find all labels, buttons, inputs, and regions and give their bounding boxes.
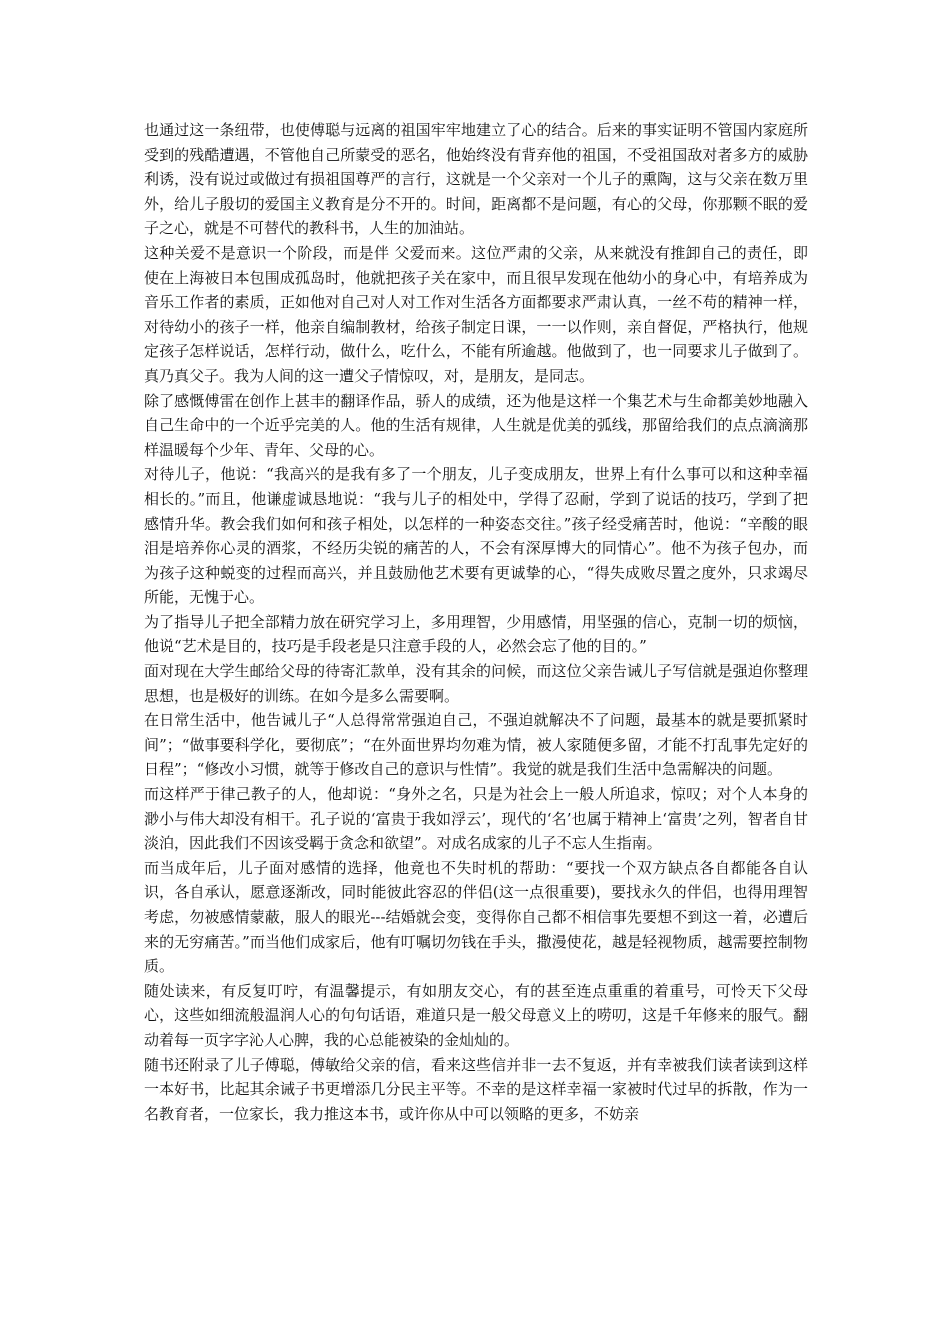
paragraph: 而这样严于律己教子的人，他却说：“身外之名，只是为社会上一般人所追求，惊叹；对个人本身的渺小与伟大却没有相干。孔子说的‘富贵于我如浮云’，现代的‘名’也属于精神上‘富贵’之列，智者自甘淡泊，因此我们不因该受羁于贪念和欲望”。对成名成家的儿子不忘人生指南。 — [144, 785, 808, 853]
paragraph: 在日常生活中，他告诫儿子“人总得常常强迫自己，不强迫就解决不了问题，最基本的就是要抓紧时间”；“做事要科学化，要彻底”；“在外面世界均勿难为情，被人家随便多留，才能不打乱事先定好的日程”；“修改小习惯，就等于修改自己的意识与性情”。我觉的就是我们生活中急需解决的问题。 — [144, 711, 808, 779]
paragraph: 随处读来，有反复叮咛，有温馨提示，有如朋友交心，有的甚至连点重重的着重号，可怜天下父母心，这些如细流般温润人心的句句话语，难道只是一般父母意义上的唠叨，这是千年修来的服气。翻动着每一页字字沁人心脾，我的心总能被染的金灿灿的。 — [144, 981, 808, 1049]
paragraph: 随书还附录了儿子傅聪，傅敏给父亲的信，看来这些信并非一去不复返，并有幸被我们读者读到这样一本好书，比起其余诫子书更增添几分民主平等。不幸的是这样幸福一家被时代过早的拆散，作为一名教育者，一位家长，我力推这本书，或许你从中可以领略的更多，不妨亲 — [144, 1055, 808, 1123]
paragraph: 也通过这一条纽带，也使傅聪与远离的祖国牢牢地建立了心的结合。后来的事实证明不管国内家庭所受到的残酷遭遇，不管他自己所蒙受的恶名，他始终没有背弃他的祖国，不受祖国敌对者多方的威胁利诱，没有说过或做过有损祖国尊严的言行，这就是一个父亲对一个儿子的熏陶，这与父亲在数万里外，给儿子殷切的爱国主义教育是分不开的。时间，距离都不是问题，有心的父母，你那颗不眠的爱子之心，就是不可替代的教科书，人生的加油站。 — [144, 121, 808, 238]
paragraph: 对待儿子，他说：“我高兴的是我有多了一个朋友，儿子变成朋友，世界上有什么事可以和这种幸福相长的。”而且，他谦虚诚恳地说：“我与儿子的相处中，学得了忍耐，学到了说话的技巧，学到了把感情升华。教会我们如何和孩子相处，以怎样的一种姿态交往。”孩子经受痛苦时，他说：“辛酸的眼泪是培养你心灵的酒浆，不经历尖锐的痛苦的人，不会有深厚博大的同情心”。他不为孩子包办，而为孩子这种蜕变的过程而高兴，并且鼓励他艺术要有更诚挚的心，“得失成败尽置之度外，只求竭尽所能，无愧于心。 — [144, 465, 808, 607]
paragraph: 面对现在大学生邮给父母的待寄汇款单，没有其余的问候，而这位父亲告诫儿子写信就是强迫你整理思想，也是极好的训练。在如今是多么需要啊。 — [144, 662, 808, 705]
document-body — [144, 118, 808, 1126]
paragraph: 而当成年后，儿子面对感情的选择，他竟也不失时机的帮助：“要找一个双方缺点各自都能各自认识，各自承认，愿意逐渐改，同时能彼此容忍的伴侣(这一点很重要)，要找永久的伴侣，也得用理智考虑，勿被感情蒙蔽，服人的眼光---结婚就会变，变得你自己都不相信事先要想不到这一着，必遭后来的无穷痛苦。”而当他们成家后，他有叮嘱切勿钱在手头，撒漫使花，越是轻视物质，越需要控制物质。 — [144, 858, 808, 976]
paragraph: 这种关爱不是意识一个阶段，而是伴 父爱而来。这位严肃的父亲，从来就没有推卸自己的责任，即使在上海被日本包围成孤岛时，他就把孩子关在家中，而且很早发现在他幼小的身心中，有培养成为音乐工作者的素质，正如他对自己对人对工作对生活各方面都要求严肃认真，一丝不苟的精神一样，对待幼小的孩子一样，他亲自编制教材，给孩子制定日课，一一以作则，亲自督促，严格执行，他规定孩子怎样说话，怎样行动，做什么，吃什么，不能有所逾越。他做到了，也一同要求儿子做到了。真乃真父子。我为人间的这一遭父子情惊叹，对，是朋友，是同志。 — [144, 243, 808, 385]
paragraph: 为了指导儿子把全部精力放在研究学习上，多用理智，少用感情，用坚强的信心，克制一切的烦恼，他说“艺术是目的，技巧是手段老是只注意手段的人，必然会忘了他的目的。” — [144, 612, 808, 656]
paragraph: 除了感慨傅雷在创作上甚丰的翻译作品，骄人的成绩，还为他是这样一个集艺术与生命都美妙地融入自己生命中的一个近乎完美的人。他的生活有规律，人生就是优美的弧线，那留给我们的点点滴滴那样温暖每个少年、青年、父母的心。 — [144, 391, 808, 459]
